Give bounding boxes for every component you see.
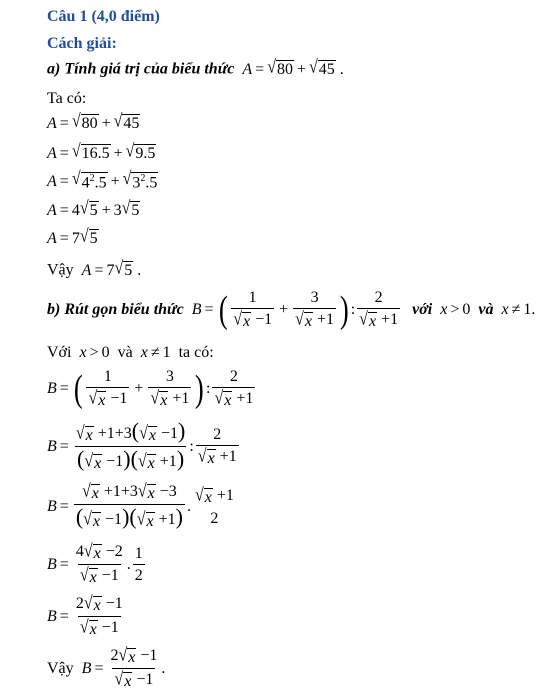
part-b-intro-line: Với x > 0 và x ≠ 1 ta có: — [47, 344, 214, 362]
part-b-conclusion: Vậy — [47, 659, 74, 677]
and-word: và — [478, 300, 494, 318]
intro-with: Với — [47, 344, 72, 361]
math-line: A = √ 16.5 + √ 9.5 — [47, 141, 156, 162]
math-line: A = √ 80 + √ 45 — [47, 111, 140, 132]
question-heading: Câu 1 (4,0 điểm) — [47, 8, 160, 25]
math-line: A = 7 √ 5 — [47, 226, 98, 247]
part-b-prompt-line: b) Rút gọn biểu thức B = ( 1 √ x −1 + 3 √ x +1 ) : 2 √ x +1 với x > 0 và x ≠ 1. — [47, 288, 536, 331]
math-line: B = √ x +1+3 √ x −3 ( √ x −1)( √ x +1) . √ x +1 2 — [47, 481, 234, 531]
intro-and: và — [117, 344, 133, 361]
solution-label: Cách giải: — [47, 35, 117, 52]
math-line: A = 4 √ 5 + 3 √ 5 — [47, 198, 140, 219]
math-line: B = ( 1 √ x −1 + 3 √ x +1 ) : 2 √ x +1 — [47, 367, 254, 410]
math-line: B = 4 √ x −2 √ x −1 . $\frac{1}{2}$ — [47, 541, 143, 587]
intro-have: ta có: — [178, 344, 214, 361]
part-a-prompt-line — [47, 57, 344, 79]
part-a-conclusion: Vậy — [47, 261, 74, 279]
math-line: B = 2 √ x −1 √ x −1 — [47, 593, 123, 639]
part-a-prompt: a) Tính giá trị của biểu thức — [47, 60, 235, 78]
condition-word: với — [412, 300, 433, 318]
math-line: B = √ x +1+3( √ x −1) ( √ x −1)( √ x +1) : 2 √ x +1 — [47, 418, 237, 473]
part-b-prompt: b) Rút gọn biểu thức — [47, 300, 184, 318]
part-a-conclusion-line: Vậy A = 7 √ 5 . — [47, 258, 142, 279]
part-b-conclusion-line: Vậy B = 2 √ x −1 √ x −1 . — [47, 645, 166, 691]
part-a-intro: Ta có: — [47, 90, 87, 107]
math-expression: A = √ 80 + √ 45 . — [242, 57, 344, 78]
math-line: A = √ $4^2.5$ + √ $3^2.5$ — [47, 169, 158, 192]
